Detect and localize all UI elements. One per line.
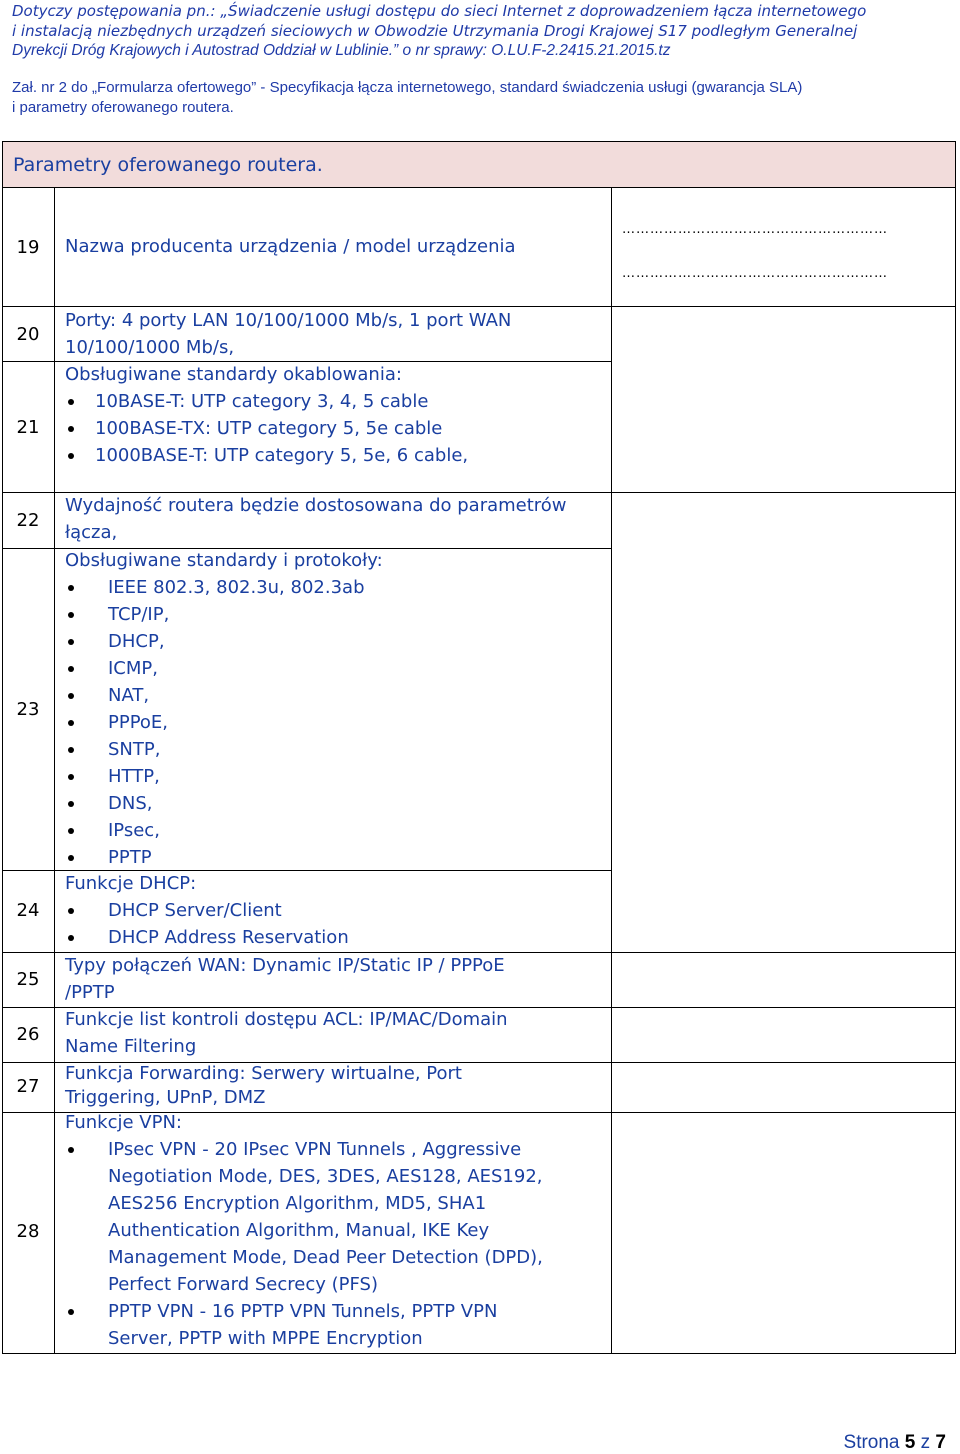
row-number: 20: [16, 324, 40, 345]
list-item: PPPoE,: [65, 709, 610, 736]
page-total: 7: [935, 1432, 946, 1453]
row-number: 25: [16, 969, 40, 990]
row-line: Typy połączeń WAN: Dynamic IP/Static IP / PPPoE: [65, 955, 505, 976]
header-line: Dotyczy postępowania pn.: „Świadczenie usługi dostępu do sieci Internet z doprowadzeniem łącza internetowego: [12, 2, 867, 20]
attachment-line: i parametry oferowanego routera.: [12, 99, 234, 116]
row-text: [65, 233, 610, 260]
row-heading: Funkcje DHCP:: [65, 873, 197, 894]
row-number: 21: [16, 417, 40, 438]
row-line: łącza,: [65, 522, 118, 543]
row-number: 27: [16, 1076, 40, 1097]
list-item: PPTP: [65, 844, 610, 871]
document-header: [12, 2, 952, 61]
page-label: Strona: [843, 1432, 900, 1453]
row-text: [65, 361, 610, 469]
row-text: [65, 1109, 610, 1352]
row-text: [65, 492, 610, 546]
row-heading: Obsługiwane standardy okablowania:: [65, 364, 402, 385]
list-item: SNTP,: [65, 736, 610, 763]
row-line: Triggering, UPnP, DMZ: [65, 1087, 266, 1108]
row-line: Porty: 4 porty LAN 10/100/1000 Mb/s, 1 port WAN: [65, 310, 512, 331]
list-item: DHCP Address Reservation: [65, 924, 610, 951]
page-of: z: [920, 1432, 931, 1453]
section-title: Parametry oferowanego routera.: [2, 141, 956, 188]
column-divider: [611, 188, 612, 1354]
row-line: 10/100/1000 Mb/s,: [65, 337, 235, 358]
row-number: 26: [16, 1024, 40, 1045]
row-text: [65, 307, 610, 361]
row-text: [65, 952, 610, 1006]
row-number: 22: [16, 510, 40, 531]
list-item: NAT,: [65, 682, 610, 709]
row-line: Funkcja Forwarding: Serwery wirtualne, Port: [65, 1063, 462, 1084]
row-text: [65, 1062, 610, 1110]
list-item: HTTP,: [65, 763, 610, 790]
answer-field[interactable]: [622, 266, 936, 282]
row-line: /PPTP: [65, 982, 115, 1003]
list-item: IEEE 802.3, 802.3u, 802.3ab: [65, 574, 610, 601]
table-border-left: [2, 188, 3, 1354]
list-item-line: IPsec VPN - 20 IPsec VPN Tunnels , Aggressive: [108, 1139, 522, 1160]
page-current: 5: [904, 1432, 916, 1453]
list-item-line: Management Mode, Dead Peer Detection (DPD),: [108, 1247, 543, 1268]
table-border-right: [955, 188, 956, 1354]
list-item-line: Perfect Forward Secrecy (PFS): [108, 1274, 378, 1295]
row-text: [65, 547, 610, 871]
list-item: [65, 1136, 610, 1298]
list-item-line: Server, PPTP with MPPE Encryption: [108, 1328, 423, 1349]
row-number: 28: [16, 1221, 40, 1242]
list-item-line: Authentication Algorithm, Manual, IKE Key: [108, 1220, 490, 1241]
list-item-line: Negotiation Mode, DES, 3DES, AES128, AES192,: [108, 1166, 543, 1187]
row-number: 23: [16, 699, 40, 720]
list-item: 10BASE-T: UTP category 3, 4, 5 cable: [65, 388, 610, 415]
row-line: Funkcje list kontroli dostępu ACL: IP/MAC/Domain: [65, 1009, 508, 1030]
answer-field[interactable]: [622, 222, 936, 238]
attachment-line: Zał. nr 2 do „Formularza ofertowego” - Specyfikacja łącza internetowego, standard świadczenia usługi (gwarancja SLA): [12, 79, 803, 96]
list-item-line: PPTP VPN - 16 PPTP VPN Tunnels, PPTP VPN: [108, 1301, 498, 1322]
row-heading: Funkcje VPN:: [65, 1112, 182, 1133]
list-item: DNS,: [65, 790, 610, 817]
row-text: [65, 1006, 610, 1060]
attachment-note: [12, 78, 952, 118]
row-line: Wydajność routera będzie dostosowana do parametrów: [65, 495, 567, 516]
list-item: 1000BASE-T: UTP category 5, 5e, 6 cable,: [65, 442, 610, 469]
row-line: Nazwa producenta urządzenia / model urządzenia: [65, 236, 516, 257]
page-number: [844, 1432, 946, 1454]
list-item: ICMP,: [65, 655, 610, 682]
row-number: 19: [16, 237, 40, 258]
list-item: IPsec,: [65, 817, 610, 844]
dotted-line: …………………………………………………: [622, 222, 888, 237]
row-line: Name Filtering: [65, 1036, 197, 1057]
header-line: Dyrekcji Dróg Krajowych i Autostrad Oddział w Lublinie.” o nr sprawy: O.LU.F-2.2415.21.2015.tz: [12, 42, 671, 59]
row-text: [65, 870, 610, 951]
list-item: TCP/IP,: [65, 601, 610, 628]
list-item: [65, 1298, 610, 1352]
list-item: DHCP Server/Client: [65, 897, 610, 924]
header-line: i instalacją niezbędnych urządzeń sieciowych w Obwodzie Utrzymania Drogi Krajowej S17 podległym Generalnej: [12, 21, 858, 40]
row-heading: Obsługiwane standardy i protokoły:: [65, 550, 383, 571]
list-item-line: AES256 Encryption Algorithm, MD5, SHA1: [108, 1193, 487, 1214]
dotted-line: …………………………………………………: [622, 266, 888, 281]
table-border-bottom: [2, 1353, 956, 1354]
row-number: 24: [16, 900, 40, 921]
column-divider: [54, 188, 55, 1354]
list-item: DHCP,: [65, 628, 610, 655]
list-item: 100BASE-TX: UTP category 5, 5e cable: [65, 415, 610, 442]
